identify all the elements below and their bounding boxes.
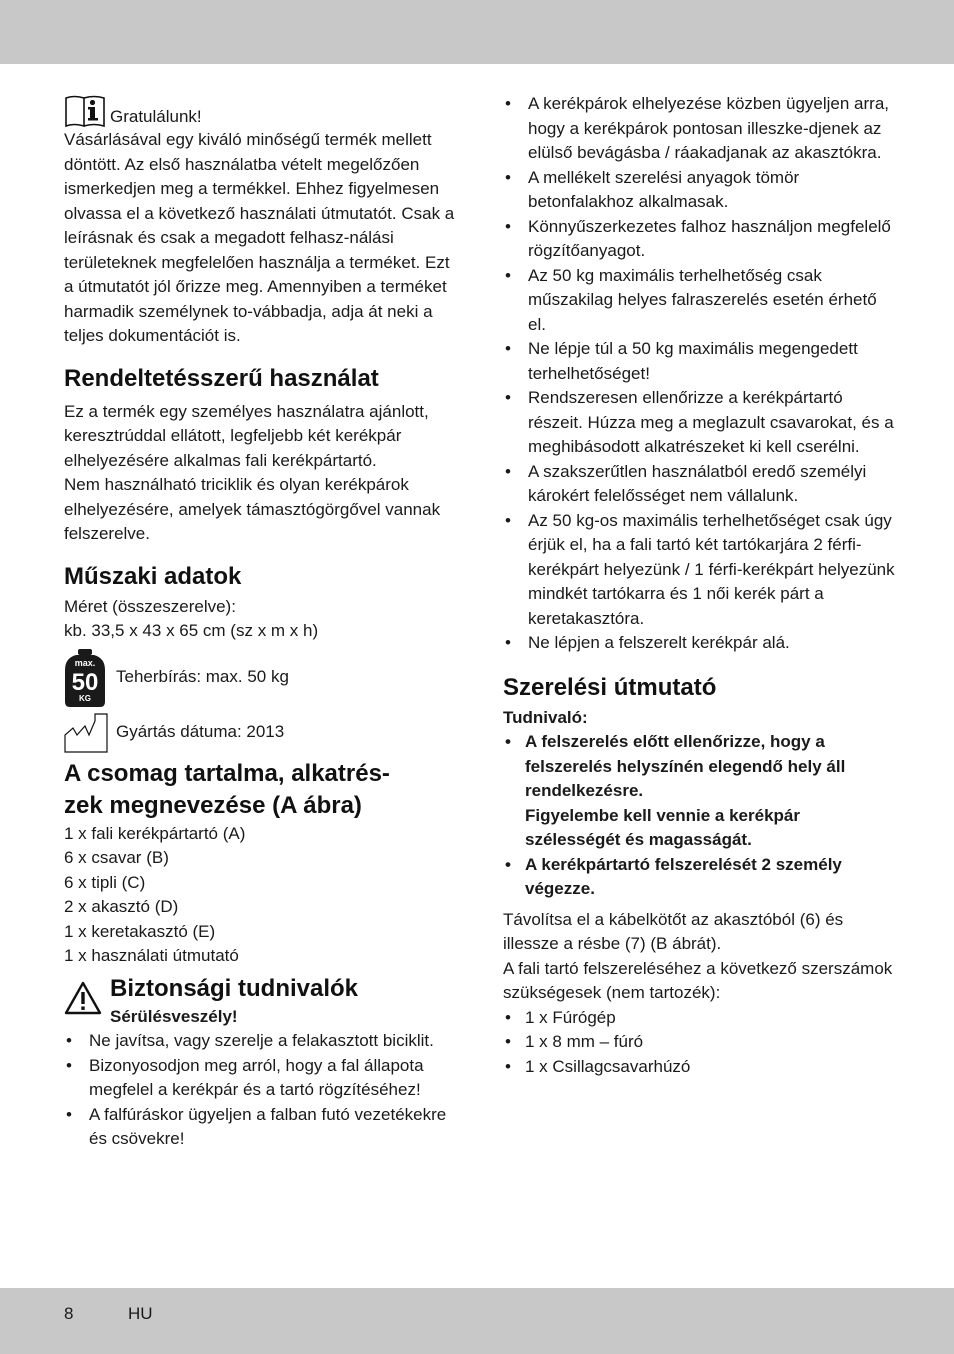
note-label: Tudnivaló:	[503, 707, 588, 727]
safety-item: • Ne lépje túl a 50 kg maximális megengedett terhelhetőséget!	[503, 337, 895, 386]
mounting-text-1: Távolítsa el a kábelkötőt az akasztóból (6) és illessze a résbe (7) (B ábrát).	[503, 909, 844, 953]
safety-item: • Ne lépjen a felszerelt kerékpár alá.	[503, 631, 895, 656]
mounting-text-2: A fali tartó felszereléséhez a következő szerszámok szükségesek (nem tartozék):	[503, 958, 893, 1002]
safety-item: • Rendszeresen ellenőrizze a kerékpártartó részeit. Húzza meg a meglazult csavarokat, és a meghibásodott alkatrészeket ki kell cserélni.	[503, 386, 895, 460]
intro-heading-row	[64, 92, 456, 128]
package-item: 1 x használati útmutató	[64, 946, 239, 965]
tool-item: • 1 x 8 mm – fúró	[503, 1030, 895, 1055]
intended-use-text-1: Ez a termék egy személyes használatra ajánlott, keresztrúddal ellátott, legfeljebb két kerékpár elhelyezésére alkalmas fali kerékpártartó.	[64, 401, 429, 470]
safety-item: • Az 50 kg maximális terhelhetőség csak műszakilag helyes falraszerelés esetén érhető el.	[503, 264, 895, 338]
package-item: 6 x tipli (C)	[64, 872, 146, 892]
package-item: 1 x fali kerékpártartó (A)	[64, 823, 246, 843]
intro-heading: Gratulálunk!	[110, 107, 202, 126]
info-book-icon	[64, 94, 106, 128]
safety-item: • A mellékelt szerelési anyagok tömör betonfalakhoz alkalmasak.	[503, 166, 895, 215]
size-label: Méret (összeszerelve):	[64, 596, 236, 616]
date-row	[64, 710, 456, 756]
page-number: 8	[64, 1304, 74, 1323]
factory-icon	[64, 713, 108, 753]
package-item: 2 x akasztó (D)	[64, 897, 179, 916]
mounting-title: Szerelési útmutató	[503, 673, 717, 701]
size-value: kb. 33,5 x 43 x 65 cm (sz x m x h)	[64, 621, 319, 640]
note-item-1b: Figyelembe kell vennie a kerékpár szélességét és magasságát.	[525, 805, 800, 849]
weight-icon-top: max.	[74, 657, 96, 668]
weight-icon-unit: KG	[79, 693, 91, 703]
intended-use-text-2: Nem használható triciklik és olyan kerékpárok elhelyezésére, amelyek támasztógörgővel vannak felszerelve.	[64, 475, 441, 543]
note-item-1a: A felszerelés előtt ellenőrizze, hogy a felszerelés helyszínén elegendő hely áll rendelkezésre.	[525, 732, 846, 800]
package-title-line-2: zek megnevezése (A ábra)	[64, 791, 362, 819]
language-code: HU	[128, 1304, 153, 1323]
safety-item: • Az 50 kg-os maximális terhelhetőséget csak úgy érjük el, ha a fali tartó két tartókarjára 2 férfi-kerékpárt helyezünk / 1 férfi-kerékpárt helyezünk mindkét tartókarra és 1 női kerék párt a keretakasztóra.	[503, 509, 895, 632]
intended-use-title: Rendeltetésszerű használat	[64, 364, 379, 392]
safety-item: • A falfúráskor ügyeljen a falban futó vezetékekre és csövekre!	[64, 1103, 456, 1152]
safety-heading-block	[64, 973, 456, 1030]
safety-item: • Bizonyosodjon meg arról, hogy a fal állapota megfelel a kerékpár és a tartó rögzítéséhez!	[64, 1054, 456, 1103]
weight-icon	[64, 648, 106, 708]
tech-data-title: Műszaki adatok	[64, 562, 242, 590]
package-list	[64, 822, 456, 969]
tools-list	[503, 1006, 895, 1080]
package-title	[64, 758, 456, 822]
note-item	[503, 730, 895, 853]
date-text: Gyártás dátuma: 2013	[116, 722, 285, 742]
safety-list	[64, 1029, 456, 1152]
warning-triangle-icon	[64, 981, 102, 1015]
package-item: 6 x csavar (B)	[64, 848, 169, 867]
safety-list-continued	[503, 92, 895, 656]
safety-item: • Ne javítsa, vagy szerelje a felakasztott biciklit.	[64, 1029, 456, 1054]
safety-item: • A kerékpárok elhelyezése közben ügyeljen arra, hogy a kerékpárok pontosan illeszke-djenek az elülső bevágásba / ráakadjanak az akasztókra.	[503, 92, 895, 166]
header-bar	[0, 0, 954, 64]
safety-item: • Könnyűszerkezetes falhoz használjon megfelelő rögzítőanyagot.	[503, 215, 895, 264]
note-list	[503, 730, 895, 902]
tool-item: • 1 x Fúrógép	[503, 1006, 895, 1031]
left-column	[64, 92, 456, 1152]
package-item: 1 x keretakasztó (E)	[64, 921, 216, 941]
weight-icon-number: 50	[71, 668, 99, 696]
safety-subtitle: Sérülésveszély!	[110, 1006, 238, 1026]
load-text: Teherbírás: max. 50 kg	[116, 667, 289, 687]
package-title-line-1: A csomag tartalma, alkatrés-	[64, 759, 390, 787]
safety-title: Biztonsági tudnivalók	[110, 974, 359, 1002]
right-column	[503, 92, 895, 1079]
tool-item: • 1 x Csillagcsavarhúzó	[503, 1055, 895, 1080]
intro-text: Vásárlásával egy kiváló minőségű termék mellett döntött. Az első használatba vételt megelőzően ismerkedjen meg a termékkel. Ehhez figyelmesen olvassa el a következő használati útmutatót. Csak a leírásnak és csak a megadott felhasz-nálási területeknek megfelelően használja a terméket. Ezt a útmutatót jól őrizze meg. Amennyiben a terméket harmadik személynek to-vábbadja, adja át neki a teljes dokumentációt is.	[64, 130, 455, 345]
safety-item: • A szakszerűtlen használatból eredő személyi károkért felelősséget nem vállalunk.	[503, 460, 895, 509]
note-item: • A kerékpártartó felszerelését 2 személy végezze.	[503, 853, 895, 902]
load-row	[64, 648, 456, 708]
